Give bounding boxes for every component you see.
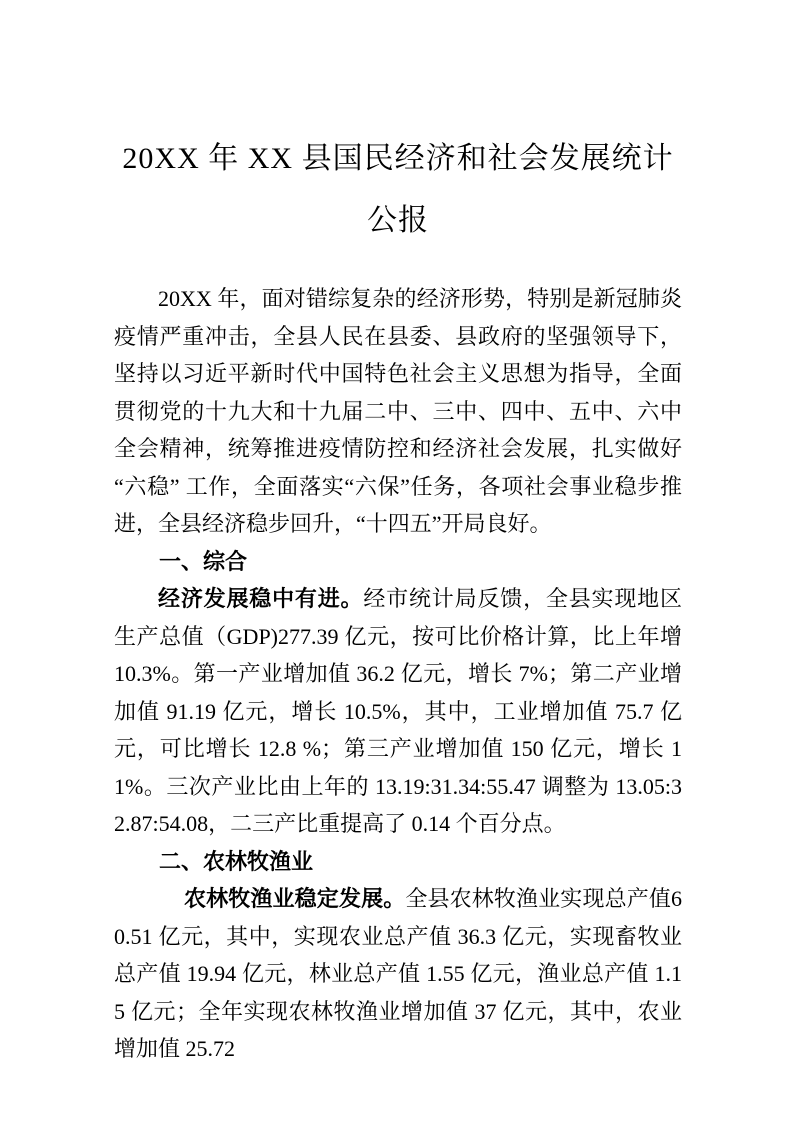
paragraph-text: 经市统计局反馈，全县实现地区生产总值（GDP)277.39 亿元，按可比价格计算，比上年增 10.3%。第一产业增加值 36.2 亿元，增长 7%；第二产业增加值 91.19 亿元，增长 10.5%，其中，工业增加值 75.7 亿元，可比增长 12.8 %；第三产业增加值 150 亿元，增长 11%。三次产业比由上年的 13.19:31.34:55.47 调整为 13.05:32.87:54.08，二三产比重提高了 0.14 个百分点。	[114, 586, 682, 836]
paragraph-lead: 经济发展稳中有进。	[158, 586, 364, 611]
paragraph-text: 全县农林牧渔业实现总产值60.51 亿元，其中，实现农业总产值 36.3 亿元，实现畜牧业总产值 19.94 亿元，林业总产值 1.55 亿元，渔业总产值 1.15 亿元；全年实现农林牧渔业增加值 37 亿元，其中，农业增加值 25.72	[114, 886, 682, 1061]
section-heading-general: 一、综合	[159, 548, 248, 574]
section-heading-agriculture: 二、农林牧渔业	[159, 848, 314, 874]
paragraph-text: 20XX 年，面对错综复杂的经济形势，特别是新冠肺炎疫情严重冲击，全县人民在县委、县政府的坚强领导下，坚持以习近平新时代中国特色社会主义思想为指导，全面贯彻党的十九大和十九届二中、三中、四中、五中、六中全会精神，统筹推进疫情防控和经济社会发展，扎实做好“六稳” 工作，全面落实“六保”任务，各项社会事业稳步推进，全县经济稳步回升，“十四五”开局良好。	[114, 286, 682, 536]
economy-paragraph	[114, 580, 682, 843]
agriculture-paragraph	[114, 880, 682, 1068]
document-title: 20XX 年 XX 县国民经济和社会发展统计公报	[122, 142, 674, 237]
paragraph-lead: 农林牧渔业稳定发展。	[184, 886, 406, 911]
intro-paragraph	[114, 280, 682, 543]
